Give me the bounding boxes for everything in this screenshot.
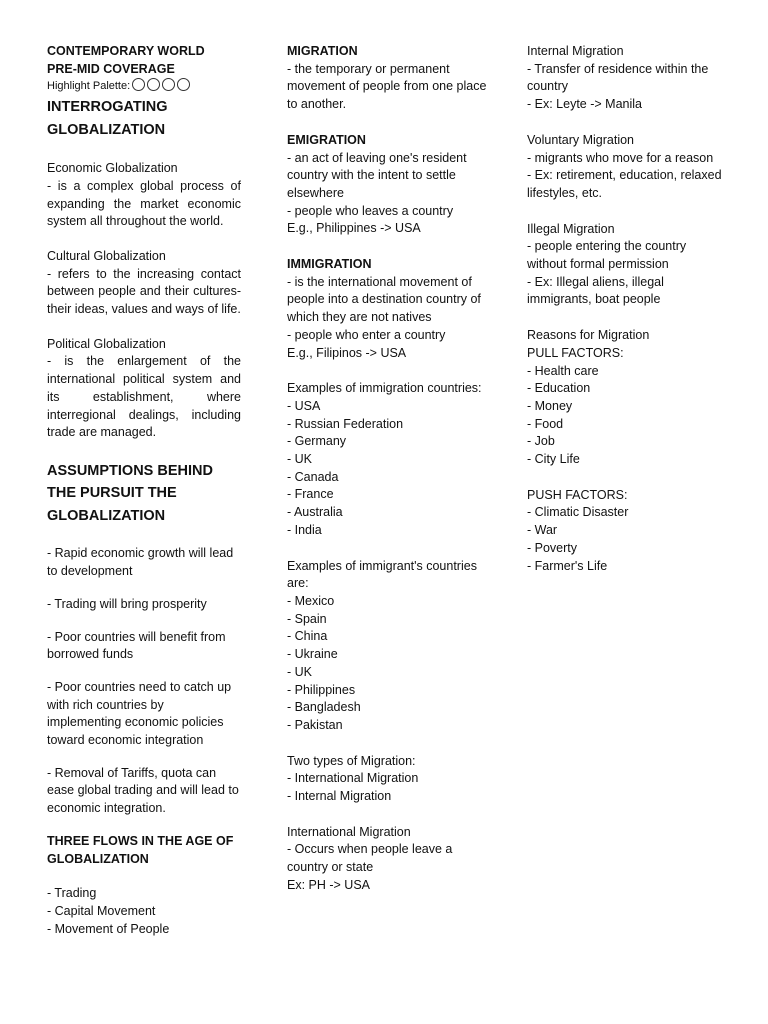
voluntary-example: - Ex: retirement, education, relaxed lifestyles, etc. <box>527 168 722 200</box>
list-item: - Bangladesh <box>287 700 361 715</box>
list-item: - Money <box>527 398 573 413</box>
migration-heading: MIGRATION <box>287 44 358 58</box>
list-item: - Farmer's Life <box>527 558 608 573</box>
international-heading: International Migration <box>287 824 411 839</box>
list-item: - Philippines <box>287 682 356 697</box>
flows-title: THREE FLOWS IN THE AGE OF GLOBALIZATION <box>47 833 234 866</box>
list-item: - Job <box>527 434 555 449</box>
assumptions-title: ASSUMPTIONS BEHIND THE PURSUIT THE GLOBALIZATION <box>47 462 213 524</box>
immigration-example: E.g., Filipinos -> USA <box>287 345 407 360</box>
list-item: - Spain <box>287 611 327 626</box>
list-item: - War <box>527 523 558 538</box>
international-text: - Occurs when people leave a country or state <box>287 842 453 875</box>
assumption-item: - Removal of Tariffs, quota can ease global trading and will lead to economic integration. <box>47 765 239 816</box>
reasons-heading: Reasons for Migration <box>527 328 650 343</box>
list-item: - Pakistan <box>287 717 343 732</box>
coverage-title: PRE-MID COVERAGE <box>47 61 175 76</box>
list-item: - Australia <box>287 505 343 520</box>
palette-circles-icon <box>132 78 190 91</box>
list-item: - Health care <box>527 363 599 378</box>
list-item: - Ukraine <box>287 647 338 662</box>
migration-text: - the temporary or permanent movement of people from one place to another. <box>287 61 487 112</box>
pol-text: - is the enlargement of the international political system and its establishment, where interregional dealings, including trade are managed. <box>47 354 241 440</box>
illegal-text: - people entering the country without formal permission <box>527 239 687 272</box>
internal-text: - Transfer of residence within the country <box>527 61 709 94</box>
flow-item: - Trading <box>47 886 97 901</box>
immigration-text: - is the international movement of people into a destination country of which they are not natives <box>287 274 481 325</box>
flow-item: - Capital Movement <box>47 904 156 918</box>
push-heading: PUSH FACTORS: <box>527 487 628 502</box>
assumption-item: - Poor countries need to catch up with rich countries by implementing economic policies toward economic integration <box>47 679 232 748</box>
assumption-item: - Poor countries will benefit from borrowed funds <box>47 629 226 662</box>
immigration-countries-heading: Examples of immigration countries: <box>287 381 482 396</box>
illegal-example: - Ex: Illegal aliens, illegal immigrants, boat people <box>527 274 664 307</box>
list-item: - Poverty <box>527 540 578 555</box>
voluntary-heading: Voluntary Migration <box>527 132 635 147</box>
emigration-text: - people who leaves a country <box>287 203 454 218</box>
column-left <box>47 43 241 938</box>
illegal-heading: Illegal Migration <box>527 221 615 236</box>
list-item: - UK <box>287 664 312 679</box>
list-item: - Food <box>527 416 564 431</box>
econ-text: - is a complex global process of expanding the market economic system all throughout the world. <box>47 178 241 229</box>
course-title: CONTEMPORARY WORLD <box>47 44 205 58</box>
palette-label: Highlight Palette: <box>47 80 131 93</box>
list-item: - City Life <box>527 452 580 467</box>
list-item: - Canada <box>287 469 339 484</box>
econ-heading: Economic Globalization <box>47 161 178 176</box>
list-item: - Mexico <box>287 593 335 608</box>
assumption-item: - Trading will bring prosperity <box>47 596 207 611</box>
page-title: INTERROGATING GLOBALIZATION <box>47 99 168 138</box>
assumption-item: - Rapid economic growth will lead to development <box>47 546 234 579</box>
list-item: - Climatic Disaster <box>527 505 629 520</box>
immigration-text: - people who enter a country <box>287 327 446 342</box>
list-item: - India <box>287 522 322 537</box>
list-item: - International Migration <box>287 771 419 786</box>
internal-heading: Internal Migration <box>527 44 624 58</box>
column-right <box>527 43 727 575</box>
types-heading: Two types of Migration: <box>287 753 416 768</box>
flow-item: - Movement of People <box>47 921 170 936</box>
pol-heading: Political Globalization <box>47 336 166 351</box>
column-middle <box>287 43 487 895</box>
pull-heading: PULL FACTORS: <box>527 345 624 360</box>
emigration-example: E.g., Philippines -> USA <box>287 221 421 236</box>
list-item: - UK <box>287 452 312 467</box>
list-item: - Internal Migration <box>287 789 392 804</box>
cult-heading: Cultural Globalization <box>47 248 166 263</box>
list-item: - Education <box>527 381 591 396</box>
list-item: - China <box>287 629 328 644</box>
internal-example: - Ex: Leyte -> Manila <box>527 97 642 112</box>
list-item: - Germany <box>287 434 347 449</box>
list-item: - USA <box>287 398 321 413</box>
highlight-palette <box>47 78 241 96</box>
voluntary-text: - migrants who move for a reason <box>527 150 714 165</box>
immigration-heading: IMMIGRATION <box>287 257 372 272</box>
cult-text: - refers to the increasing contact between people and their cultures-their ideas, values and ways of life. <box>47 266 241 317</box>
list-item: - Russian Federation <box>287 416 404 431</box>
emigration-text: - an act of leaving one's resident country with the intent to settle elsewhere <box>287 150 467 200</box>
immigrant-countries-heading: Examples of immigrant's countries are: <box>287 558 477 591</box>
list-item: - France <box>287 487 334 502</box>
international-example: Ex: PH -> USA <box>287 877 371 892</box>
emigration-heading: EMIGRATION <box>287 132 366 147</box>
